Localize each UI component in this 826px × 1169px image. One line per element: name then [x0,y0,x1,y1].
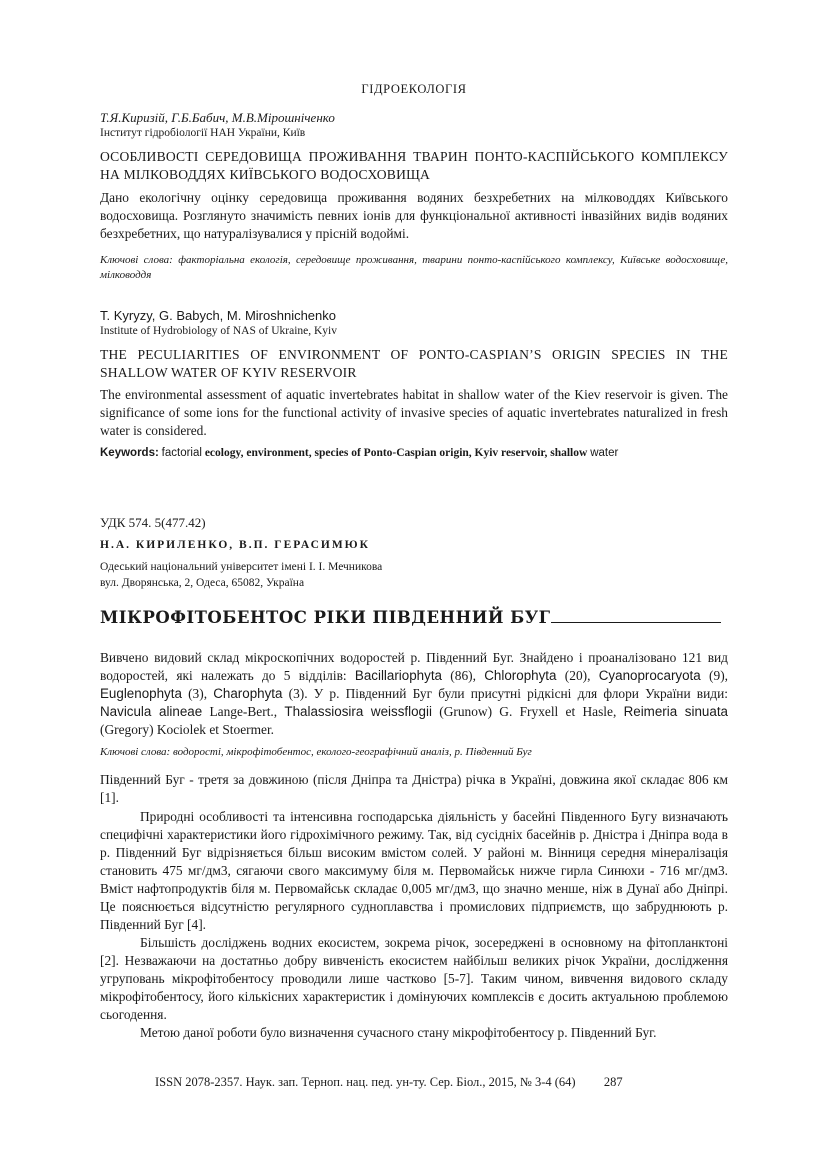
taxon-cyanoprocaryota: Cyanoprocaryota [598,668,701,683]
article1-authors: Т.Я.Киризій, Г.Б.Бабич, М.В.Мірошніченко [100,110,335,125]
keywords-en-label: Keywords: [100,447,159,459]
article1-institution: Інститут гідробіології НАН України, Київ [100,127,306,139]
abstract-text: (9), [700,668,728,683]
taxon-charophyta: Charophyta [213,686,283,701]
abstract-text: (3), [181,686,214,701]
article2-authors: Н.А. КИРИЛЕНКО, В.П. ГЕРАСИМЮК [100,539,370,551]
article1-keywords-en [100,447,618,459]
species-reimeria: Reimeria sinuata [623,704,728,719]
article2-institution: Одеський національний університет імені І. І. Мечникова [100,561,383,573]
taxon-bacillariophyta: Bacillariophyta [354,668,442,683]
abstract-text: (3). У р. Південний Буг були присутні рідкісні для флори України види: [282,686,728,701]
body-paragraph-2: Природні особливості та інтенсивна господарська діяльність у басейні Південного Бугу визначають специфічні характеристики його гідрохімічного режиму. Так, від сусідніх басейнів р. Дністра і Дніпра вода в р. Південний Буг відрізняється більш високим вмістом солей. У районі м. Вінниця середня мінералізація становить 475 мг/дм3, сягаючи свого максимуму біля м. Первомайськ нижче гирла Синюхи - 716 мг/дм3. Вміст нафтопродуктів біля м. Первомайськ складає 0,005 мг/дм3, що значно менше, ніж в Дунаї або Дніпрі. Це пояснюється відсутністю регулярного судноплавства і промислових підприємств, що забруднюють р. Південний Буг [4]. [100,809,728,932]
article2-keywords-label: Ключові слова: [100,746,171,758]
keywords-en-part2: ecology, environment, species of Ponto-Caspian origin, Kyiv reservoir, shallow [204,447,588,459]
article1-institution-en: Institute of Hydrobiology of NAS of Ukraine, Kyiv [100,325,337,337]
footer-citation: ISSN 2078-2357. Наук. зап. Терноп. нац. пед. ун-ту. Сер. Біол., 2015, № 3-4 (64) [155,1075,576,1089]
abstract-text: (20), [556,668,599,683]
udk-code: УДК 574. 5(477.42) [100,515,206,530]
article2-keywords-text: водорості, мікрофітобентос, еколого-географічний аналіз, р. Південний Буг [172,746,532,758]
abstract-text: (86), [442,668,485,683]
article1-keywords [100,253,728,283]
taxon-euglenophyta: Euglenophyta [100,686,182,701]
article1-title-en: THE PECULIARITIES OF ENVIRONMENT OF PONTO-CASPIAN’S ORIGIN SPECIES IN THE SHALLOW WATER OF KYIV RESERVOIR [100,347,728,380]
keywords-en-part1: factorial [161,447,202,459]
abstract-text: (Gregory) Kociolek et Stoermer. [100,722,275,737]
keywords-en-part3: water [590,447,619,459]
article2-title-block [100,608,721,628]
article1-title: ОСОБЛИВОСТІ СЕРЕДОВИЩА ПРОЖИВАННЯ ТВАРИН ПОНТО-КАСПІЙСЬКОГО КОМПЛЕКСУ НА МІЛКОВОДДЯХ КИЇВСЬКОГО ВОДОСХОВИЩА [100,149,728,182]
article2-keywords [100,745,728,760]
species-navicula: Navicula alineae [100,704,203,719]
article1-keywords-text: факторіальна екологія, середовище проживання, тварини понто-каспійського комплексу, Київське водосховище, мілководдя [100,254,728,281]
title-underline [551,608,721,623]
body-paragraph-3: Більшість досліджень водних екосистем, зокрема річок, зосереджені в основному на фітопланктоні [2]. Незважаючи на достатньо добру вивченість екосистем найбільш великих річок України, дослідження угруповань мікрофітобентосу проводили лише частково [5-7]. Таким чином, вивчення видового складу мікрофітобентосу, його кількісних характеристик і домінуючих комплексів є досить актуальною проблемою сьогодення. [100,935,728,1022]
section-heading: ГІДРОЕКОЛОГІЯ [361,82,467,96]
article2-abstract [100,649,728,739]
abstract-text: (Grunow) G. Fryxell et Hasle, [431,704,624,719]
species-thalassiosira: Thalassiosira weissflogii [284,704,432,719]
page-number: 287 [603,1075,623,1089]
article2-address: вул. Дворянська, 2, Одеса, 65082, Україна [100,577,305,589]
article1-keywords-label: Ключові слова: [100,254,173,266]
taxon-chlorophyta: Chlorophyta [484,668,557,683]
footer [155,1075,623,1090]
body-paragraph-1: Південний Буг - третя за довжиною (після Дніпра та Дністра) річка в Україні, довжина якої складає 806 км [1]. [100,772,728,805]
article2-title: МІКРОФІТОБЕНТОС РІКИ ПІВДЕННИЙ БУГ [100,608,551,627]
article1-authors-en: T. Kyryzy, G. Babych, M. Miroshnichenko [100,308,336,323]
abstract-text: Вивчено видовий склад мікроскопічних водоростей р. Південний Буг. Знайдено і проаналізовано 121 вид водоростей, які належать до 5 відділів: [100,650,728,683]
body-paragraph-4: Метою даної роботи було визначення сучасного стану мікрофітобентосу р. Південний Буг. [140,1025,657,1040]
article1-abstract-en: The environmental assessment of aquatic invertebrates habitat in shallow water of the Kiev reservoir is given. The significance of some ions for the functional activity of invasive species of aquatic invertebrates naturalized in fresh water is considered. [100,387,728,438]
abstract-text: Lange-Bert., [202,704,285,719]
article1-abstract: Дано екологічну оцінку середовища проживання водяних безхребетних на мілководдях Київського водосховища. Розглянуто значимість певних іонів для функціональної активності інвазійних видів водяних безхребетних, що натуралізувалися у прісній водоймі. [100,190,728,241]
